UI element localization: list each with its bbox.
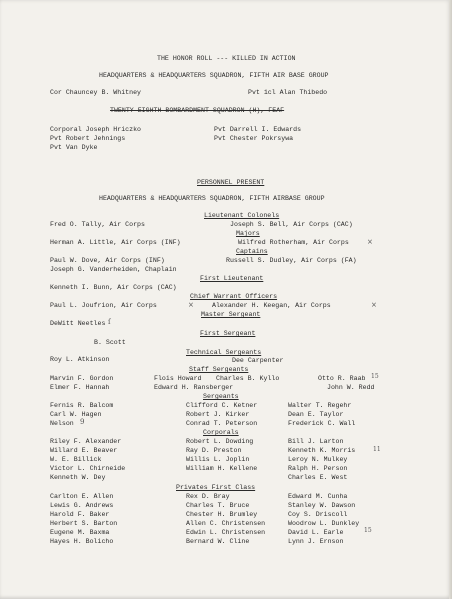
person-name: Charles E. West [288,474,348,481]
person-name: Stanley W. Dawson [288,502,356,509]
person-name: Dean E. Taylor [288,411,344,418]
person-name: Herman A. Little, Air Corps (INF) [50,239,181,246]
person-name: Carl W. Hagen [50,411,102,418]
person-name: Lewis G. Andrews [50,502,114,509]
person-name: Frederick C. Wall [288,420,356,427]
honor-roll-title: THE HONOR ROLL --- KILLED IN ACTION [157,55,296,62]
honor-roll-bomb-name: Corporal Joseph Hriczko [50,126,142,133]
person-name: Eugene M. Baxma [50,529,110,536]
honor-roll-bomb-name: Pvt Van Dyke [50,144,98,151]
handwritten-x-mark: × [367,238,373,246]
honor-roll-hq-name: Cor Chauncey B. Whitney [50,89,142,96]
handwritten-number: 11 [373,446,381,453]
honor-roll-hq-heading: HEADQUARTERS & HEADQUARTERS SQUADRON, FIFTH AIR BASE GROUP [99,72,329,79]
person-name: Rex D. Bray [186,493,230,500]
rank-heading: Lieutenant Colonels [204,212,280,219]
person-name: Fred O. Tally, Air Corps [50,221,145,228]
person-name: Walter T. Regehr [288,402,352,409]
person-name: Leroy N. Mulkey [288,456,348,463]
personnel-title: PERSONNEL PRESENT [197,179,265,186]
handwritten-number: 15 [364,527,372,534]
handwritten-number: 15 [371,373,379,380]
rank-heading: First Sergeant [200,330,256,337]
rank-heading: Chief Warrant Officers [190,293,278,300]
person-name: Coy S. Driscoll [288,511,348,518]
person-name: Wilfred Rotherham, Air Corps [238,239,349,246]
person-name: Willis L. Joplin [186,456,250,463]
person-name: Conrad T. Peterson [186,420,258,427]
person-name: John W. Redd [327,384,375,391]
person-name: Chester H. Brumley [186,511,258,518]
person-name: Paul W. Dove, Air Corps (INF) [50,257,165,264]
person-name: Edwin L. Christensen [186,529,266,536]
person-name: Riley F. Alexander [50,438,122,445]
rank-heading: First Lieutenant [200,275,264,282]
person-name: Woodrow L. Dunkley [288,520,360,527]
rank-heading: Technical Sergeants [186,349,262,356]
rank-heading: Majors [236,230,260,237]
person-name: Ralph H. Person [288,465,348,472]
person-name: Russell S. Dudley, Air Corps (FA) [226,257,357,264]
rank-heading: Staff Sergeants [189,366,249,373]
person-name: Herbert S. Barton [50,520,118,527]
person-name: Willard E. Beaver [50,447,118,454]
person-name: Bill J. Larton [288,438,344,445]
person-name: Allen C. Christensen [186,520,266,527]
person-name: Nelson [50,420,74,427]
person-name: Ray D. Preston [186,447,242,454]
honor-roll-bomb-name: Pvt Chester Pokrsywa [214,135,294,142]
personnel-heading: HEADQUARTERS & HEADQUARTERS SQUADRON, FIFTH AIRBASE GROUP [99,195,325,202]
person-name: David L. Earle [288,529,344,536]
person-name: Joseph S. Bell, Air Corps (CAC) [230,221,353,228]
person-name: Otto R. Raab [318,375,366,382]
person-name: Edward M. Cunha [288,493,348,500]
handwritten-x-mark: × [371,301,377,309]
person-name: Harold F. Baker [50,511,110,518]
person-name: Hayes H. Bolicho [50,538,114,545]
honor-roll-hq-name: Pvt 1cl Alan Thibedo [248,89,328,96]
honor-roll-bomb-name: Pvt Robert Jehnings [50,135,126,142]
honor-roll-bomb-name: Pvt Darrell I. Edwards [214,126,302,133]
handwritten-x-mark: × [188,301,194,309]
person-name: Elmer F. Hannah [50,384,110,391]
person-name: DeWitt Neetles [50,320,106,327]
handwritten-mark: ſ [108,318,111,326]
person-name: Clifford C. Ketner [186,402,258,409]
rank-heading: Corporals [203,429,239,436]
person-name: Charles T. Bruce [186,502,250,509]
person-name: Flois Howard [154,375,202,382]
person-name: B. Scott [94,339,126,346]
person-name: Victor L. Chirneide [50,465,126,472]
person-name: Robert J. Kirker [186,411,250,418]
person-name: Fernis R. Balcom [50,402,114,409]
person-name: Marvin F. Gordon [50,375,114,382]
rank-heading: Master Sergeant [201,311,261,318]
person-name: Alexander H. Keegan, Air Corps [212,302,331,309]
person-name: Robert L. Dowding [186,438,254,445]
rank-heading: Sergeants [203,393,239,400]
rank-heading: Captains [236,248,268,255]
person-name: Kenneth W. Dey [50,474,106,481]
person-name: Paul L. Joufrion, Air Corps [50,302,157,309]
rank-heading: Privates First Class [176,484,256,491]
person-name: Lynn J. Ernson [288,538,344,545]
person-name: Joseph G. Vanderheiden, Chaplain [50,266,177,273]
person-name: W. E. Billick [50,456,102,463]
honor-roll-bombardment-heading: TWENTY-EIGHTH BOMBARDMENT SQUADRON (H), FEAF [110,107,285,114]
person-name: Edward H. Ransberger [154,384,234,391]
person-name: Dee Carpenter [232,357,284,364]
person-name: Kenneth K. Morris [288,447,356,454]
handwritten-number: 9 [80,418,85,426]
person-name: Roy L. Atkinson [50,356,110,363]
person-name: Charles B. Kyllo [216,375,280,382]
person-name: Kenneth I. Bunn, Air Corps (CAC) [50,284,177,291]
person-name: William H. Kellene [186,465,258,472]
person-name: Carlton E. Allen [50,493,114,500]
person-name: Bernard W. Cline [186,538,250,545]
